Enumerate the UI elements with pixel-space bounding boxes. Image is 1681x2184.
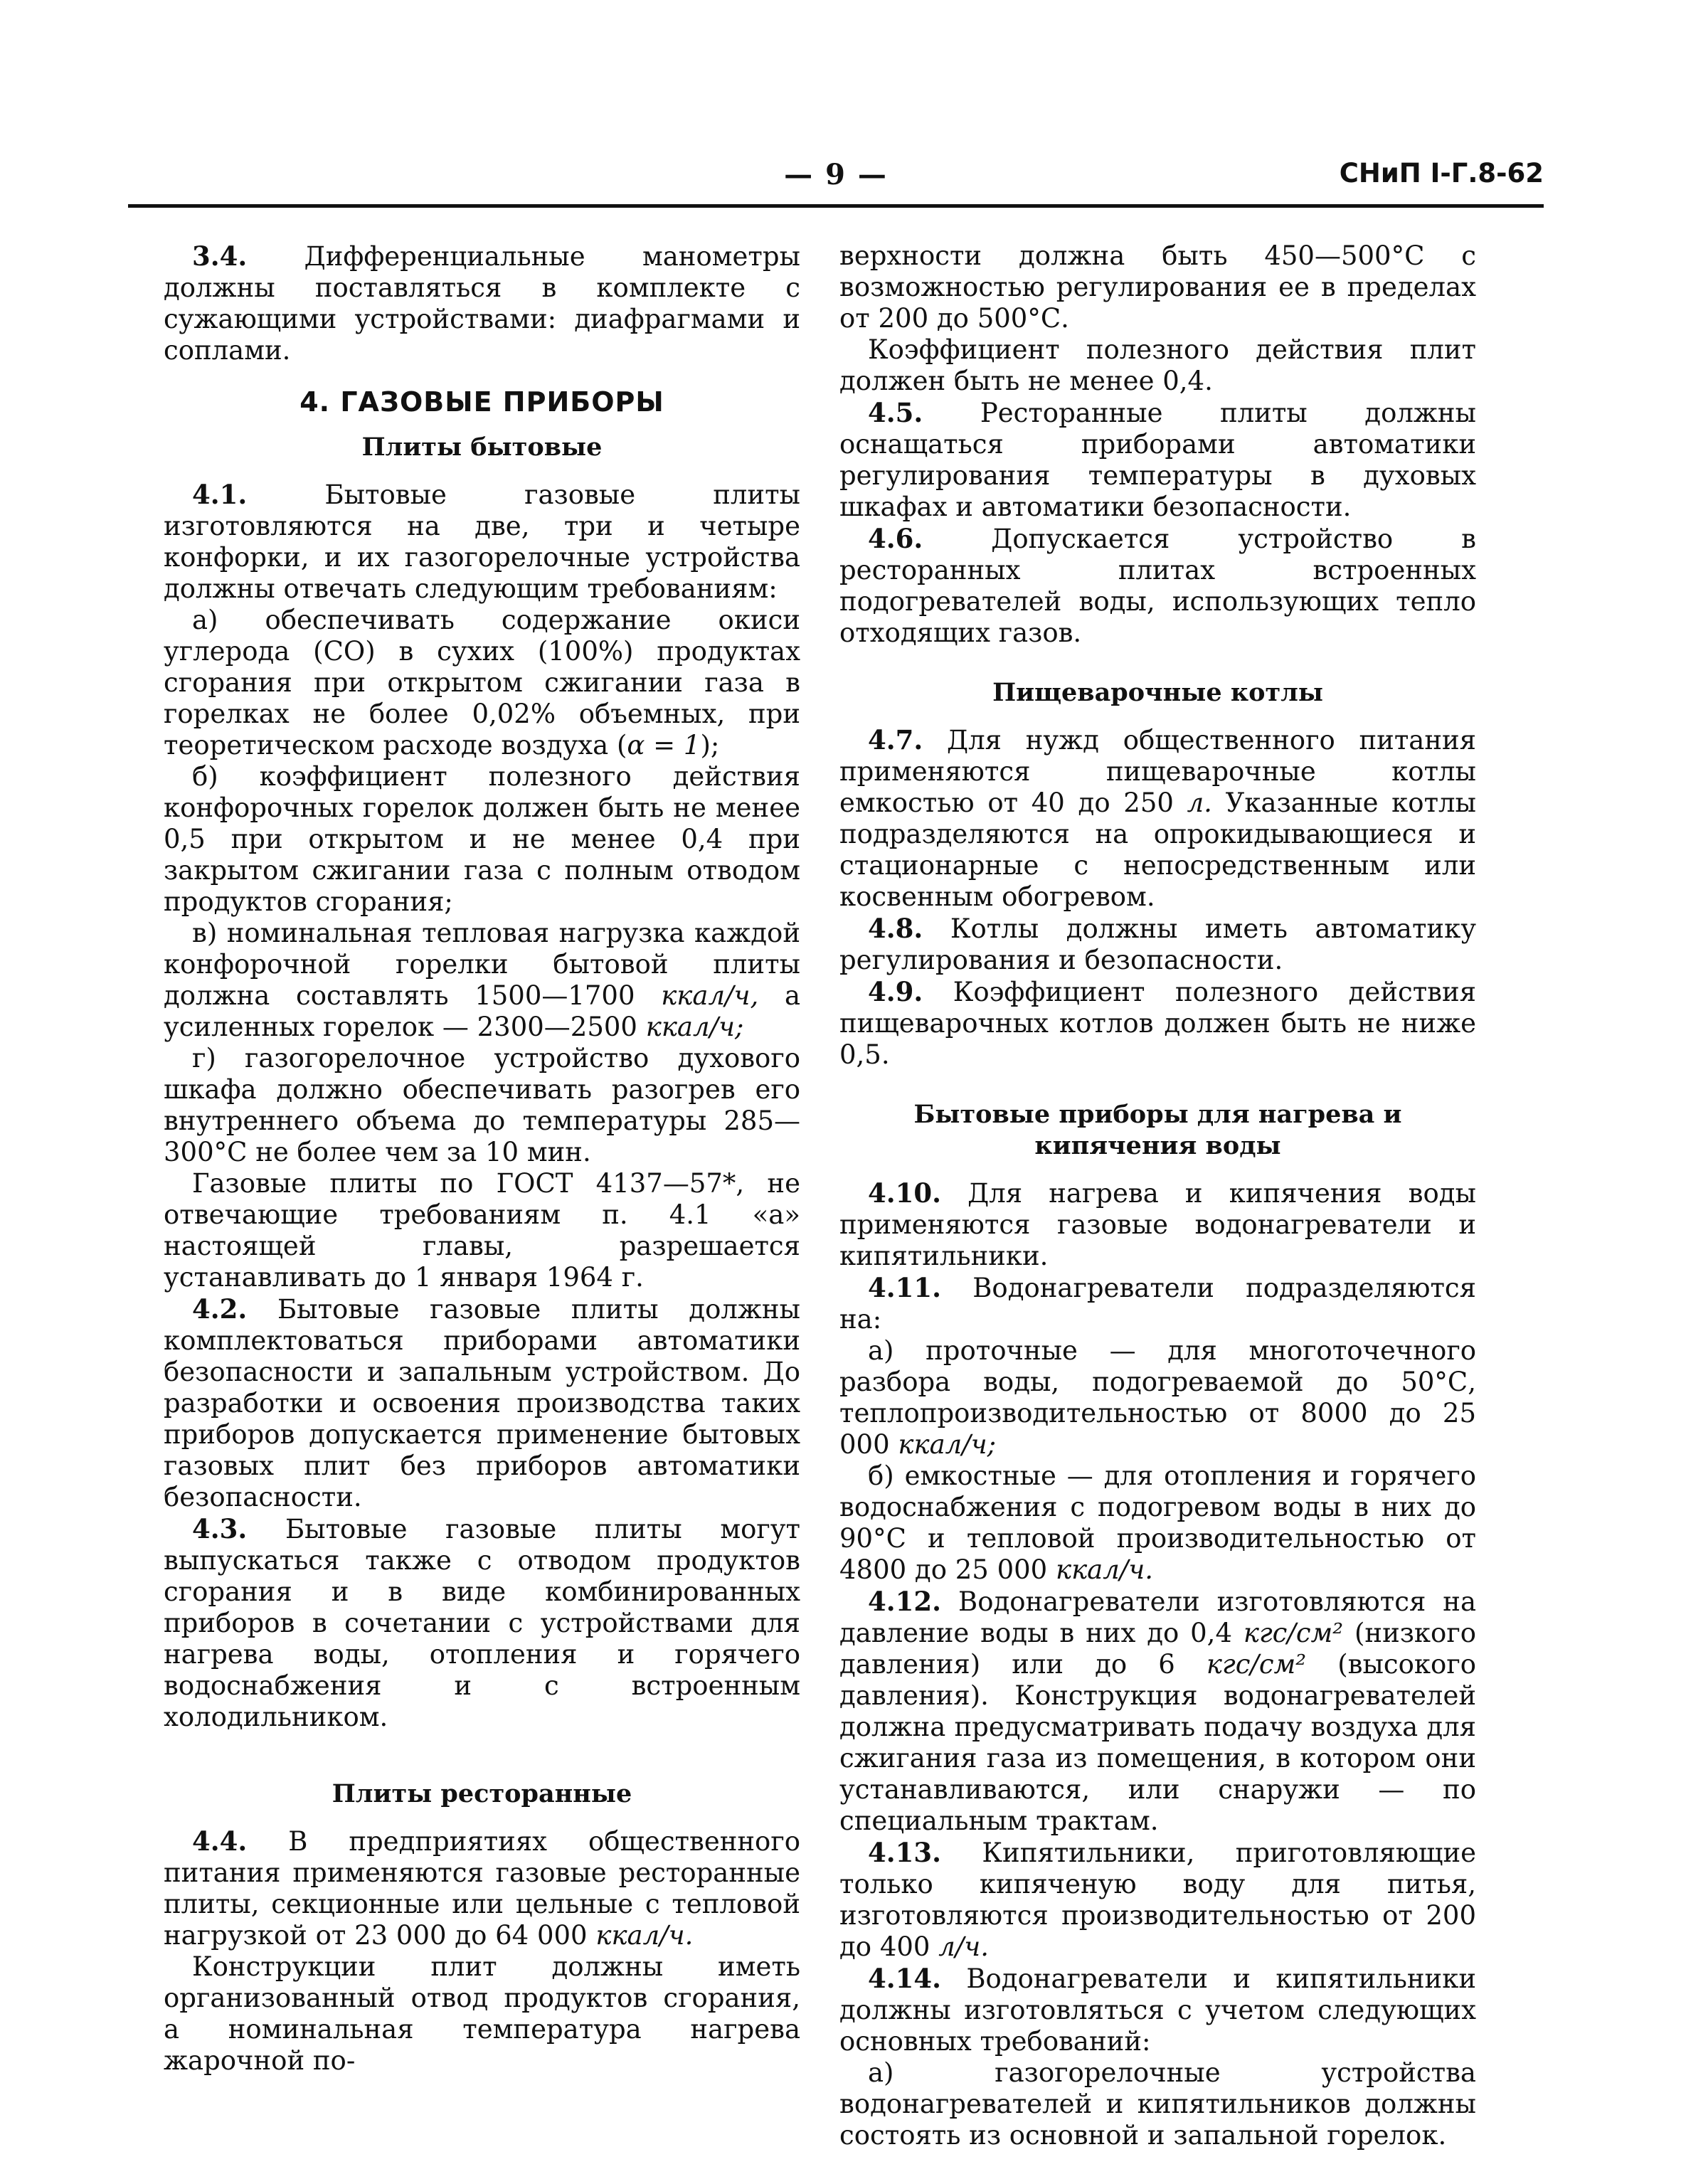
paragraph-text: Для нужд общественного питания применяются пищеварочные котлы емкостью от 40 до 250 [839, 725, 1477, 818]
paragraph-text: Бытовые газовые плиты должны комплектоваться приборами автоматики безопасности и запальным устройством. До разработки и освоения производства таких приборов допускается применение бытовых газовых плит без приборов автоматики безопасности. [164, 1294, 801, 1512]
paragraph-construction: Конструкции плит должны иметь организованный отвод продуктов сгорания, а номинальная температура нагрева жарочной по- [164, 1951, 800, 2076]
paragraph-text: Водонагреватели изготовляются на давление воды в них до 0,4 [839, 1586, 1477, 1648]
paragraph-4-1-a [164, 605, 800, 761]
paragraph-4-11-b [839, 1461, 1476, 1586]
paragraph-text: в) номинальная тепловая нагрузка каждой конфорочной горелки бытовой плиты должна составлять 1500—1700 [164, 918, 800, 1011]
paragraph-efficiency: Коэффициент полезного действия плит должен быть не менее 0,4. [839, 334, 1476, 396]
clause-number: 4.11. [868, 1272, 941, 1303]
clause-number: 4.2. [192, 1293, 248, 1325]
paragraph-4-3 [164, 1513, 800, 1733]
paragraph-4-11 [839, 1272, 1476, 1335]
paragraph-text: Кипятильники, приготовляющие только кипяченую воду для питья, изготовляются производительностью от 200 до 400 [839, 1838, 1477, 1962]
paragraph-text: Котлы должны иметь автоматику регулирования и безопасности. [839, 913, 1476, 975]
clause-number: 4.3. [192, 1513, 248, 1544]
clause-number: 4.14. [868, 1963, 941, 1994]
paragraph-text: Допускается устройство в ресторанных плитах встроенных подогревателей воды, использующих тепло отходящих газов. [839, 524, 1476, 648]
unit: л/ч. [938, 1931, 990, 1962]
paragraph-text: Бытовые газовые плиты могут выпускаться также с отводом продуктов сгорания и в виде комбинированных приборов в сочетании с устройствами для нагрева воды, отопления и горячего водоснабжения и с встроенным холодильником. [164, 1514, 800, 1732]
paragraph-4-7 [839, 724, 1476, 913]
clause-number: 4.10. [868, 1177, 941, 1209]
paragraph-text: а усиленных горелок — 2300—2500 [164, 980, 800, 1042]
paragraph-4-2 [164, 1293, 800, 1513]
clause-number: 4.8. [868, 913, 923, 944]
paragraph-continuation: верхности должна быть 450—500°С с возможностью регулирования ее в пределах от 200 до 500°С. [839, 240, 1476, 334]
paragraph-4-13 [839, 1837, 1476, 1963]
right-column [839, 240, 1476, 2151]
header-rule [128, 204, 1544, 208]
paragraph-4-14-a: а) газогорелочные устройства водонагревателей и кипятильников должны состоять из основной и запальной горелок. [839, 2057, 1476, 2151]
document-code: СНиП I-Г.8-62 [1339, 158, 1544, 189]
unit: ккал/ч. [1055, 1554, 1154, 1585]
unit: ккал/ч; [645, 1012, 744, 1042]
paragraph-3-4 [164, 240, 800, 366]
section-title: 4. ГАЗОВЫЕ ПРИБОРЫ [299, 386, 664, 418]
paragraph-text: (высокого давления). Конструкция водонагревателей должна предусматривать подачу воздуха для сжигания газа из помещения, в котором они устанавливаются, или снаружи — по специальным трактам. [839, 1649, 1476, 1836]
paragraph-text: а) обеспечивать содержание окиси углерода (СО) в сухих (100%) продуктах сгорания при открытом сжигании газа в горелках не более 0,02% объемных, при теоретическом расходе воздуха ( [164, 605, 800, 760]
unit: ккал/ч. [595, 1920, 694, 1951]
clause-number: 4.12. [868, 1586, 941, 1617]
unit: ккал/ч, [661, 980, 759, 1011]
paragraph-4-10 [839, 1177, 1476, 1272]
paragraph-text: Водонагреватели подразделяются на: [839, 1273, 1476, 1335]
paragraph-text: В предприятиях общественного питания применяются газовые ресторанные плиты, секционные или цельные с тепловой нагрузкой от 23 000 до 64 000 [164, 1826, 800, 1951]
subsection-title: Пищеварочные котлы [992, 678, 1323, 707]
paragraph-text: Бытовые газовые плиты изготовляются на две, три и четыре конфорки, и их газогорелочные устройства должны отвечать следующим требованиям: [164, 479, 800, 604]
paragraph-text: Для нагрева и кипячения воды применяются газовые водонагреватели и кипятильники. [839, 1178, 1476, 1271]
paragraph-text: Указанные котлы подразделяются на опрокидывающиеся и стационарные с непосредственным или косвенным обогревом. [839, 788, 1477, 912]
paragraph-4-12 [839, 1586, 1476, 1837]
paragraph-text: Водонагреватели и кипятильники должны изготовляться с учетом следующих основных требований: [839, 1963, 1476, 2057]
clause-number: 4.13. [868, 1837, 941, 1868]
subsection-title: Плиты ресторанные [332, 1779, 632, 1808]
left-column [164, 240, 800, 2077]
paragraph-4-11-a [839, 1335, 1476, 1461]
paragraph-4-1-v [164, 918, 800, 1043]
unit: ккал/ч; [898, 1429, 997, 1460]
paragraph-text: Коэффициент полезного действия пищеварочных котлов должен быть не ниже 0,5. [839, 977, 1477, 1070]
subsection-title: Бытовые приборы для нагрева и кипячения воды [913, 1100, 1402, 1160]
clause-number: 4.9. [868, 976, 923, 1007]
paragraph-4-14 [839, 1963, 1476, 2057]
paragraph-text: а) проточные — для многоточечного разбора воды, подогреваемой до 50°С, теплопроизводительностью от 8000 до 25 000 [839, 1335, 1476, 1460]
paragraph-text: ); [700, 730, 720, 760]
paragraph-gost-note: Газовые плиты по ГОСТ 4137—57*, не отвечающие требованиям п. 4.1 «а» настоящей главы, разрешается устанавливать до 1 января 1964 г. [164, 1168, 800, 1293]
unit: кгс/см² [1206, 1649, 1307, 1680]
paragraph-text: (низкого давления) или до 6 [839, 1618, 1476, 1680]
subsection-title: Плиты бытовые [361, 433, 603, 462]
paragraph-4-5 [839, 397, 1476, 523]
paragraph-text: б) емкостные — для отопления и горячего водоснабжения с подогревом воды в них до 90°С и тепловой производительностью от 4800 до 25 000 [839, 1461, 1476, 1585]
formula: α = 1 [627, 730, 701, 760]
clause-number: 4.7. [868, 724, 923, 756]
page-header [128, 158, 1544, 201]
paragraph-4-6 [839, 523, 1476, 649]
clause-number: 4.5. [868, 397, 923, 428]
paragraph-4-8 [839, 913, 1476, 976]
unit: кгс/см² [1243, 1618, 1344, 1648]
page-number: — 9 — [784, 158, 888, 191]
paragraph-4-4 [164, 1825, 800, 1951]
unit: л. [1187, 788, 1212, 818]
paragraph-4-1-g: г) газогорелочное устройство духового шкафа должно обеспечивать разогрев его внутреннего объема до температуры 285—300°С не более чем за 10 мин. [164, 1043, 800, 1167]
paragraph-text: Дифференциальные манометры должны поставляться в комплекте с сужающими устройствами: диафрагмами и соплами. [164, 241, 800, 366]
paragraph-text: Ресторанные плиты должны оснащаться приборами автоматики регулирования температуры в духовых шкафах и автоматики безопасности. [839, 398, 1476, 522]
paragraph-4-1 [164, 479, 800, 605]
clause-number: 3.4. [192, 240, 248, 272]
paragraph-4-9 [839, 976, 1476, 1071]
clause-number: 4.1. [192, 479, 248, 510]
clause-number: 4.4. [192, 1825, 248, 1857]
clause-number: 4.6. [868, 523, 923, 554]
paragraph-4-1-b: б) коэффициент полезного действия конфорочных горелок должен быть не менее 0,5 при открытом и не менее 0,4 при закрытом сжигании газа с полным отводом продуктов сгорания; [164, 761, 800, 917]
